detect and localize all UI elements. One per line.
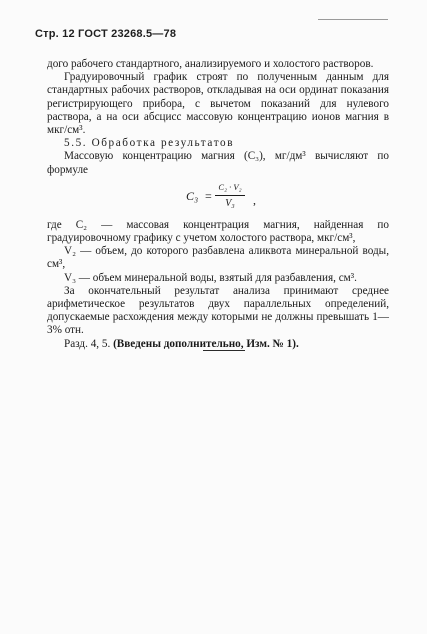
paragraph-calibration-graph: Градуировочный график строят по полученным данным для стандартных рабочих растворов, откладывая на оси ординат показания регистрирующего прибора, с вычетом показаний для нулевого раствора, а на оси абсцисс массовую концентрацию ионов магния в мкг/см³. [47,71,389,137]
section-heading-results: 5.5. Обработка результатов [64,137,235,150]
paragraph-final-result: За окончательный результат анализа принимают среднее арифметическое результатов двух параллельных определений, допускаемые расхождения между которыми не должны превышать 1—3% отн. [47,284,389,337]
paragraph-v3: V₃ — объем минеральной воды, взятый для разбавления, см³. [64,271,357,284]
paragraph-formula-intro: Массовую концентрацию магния (C₃), мг/дм³ вычисляют по формуле [47,150,389,176]
paragraph-amendment [47,338,389,351]
document-body [47,58,389,351]
formula-denominator: V₃ [225,198,235,210]
paragraph-where-c2: где C₂ — массовая концентрация магния, найденная по градуировочному графику с учетом холостого раствора, мкг/см³, [47,218,389,245]
top-edge-rule [318,19,388,20]
amendment-note: (Введены дополнительно, Изм. № 1). [113,337,299,350]
formula-numerator: C₂ · V₂ [215,181,245,196]
formula-lhs: C₃ [186,188,199,203]
amendment-prefix: Разд. 4, 5. [64,337,114,350]
end-rule [203,350,245,351]
formula-block [47,179,389,219]
formula-equals: = [205,188,212,203]
paragraph-continuation: дого рабочего стандартного, анализируемого и холостого растворов. [47,58,374,70]
formula-comma: , [253,192,256,207]
page-header: Стр. 12 ГОСТ 23268.5—78 [35,28,177,40]
paragraph-v2: V₂ — объем, до которого разбавлена аликвота минеральной воды, см³, [47,245,389,271]
formula-fraction [215,181,245,210]
